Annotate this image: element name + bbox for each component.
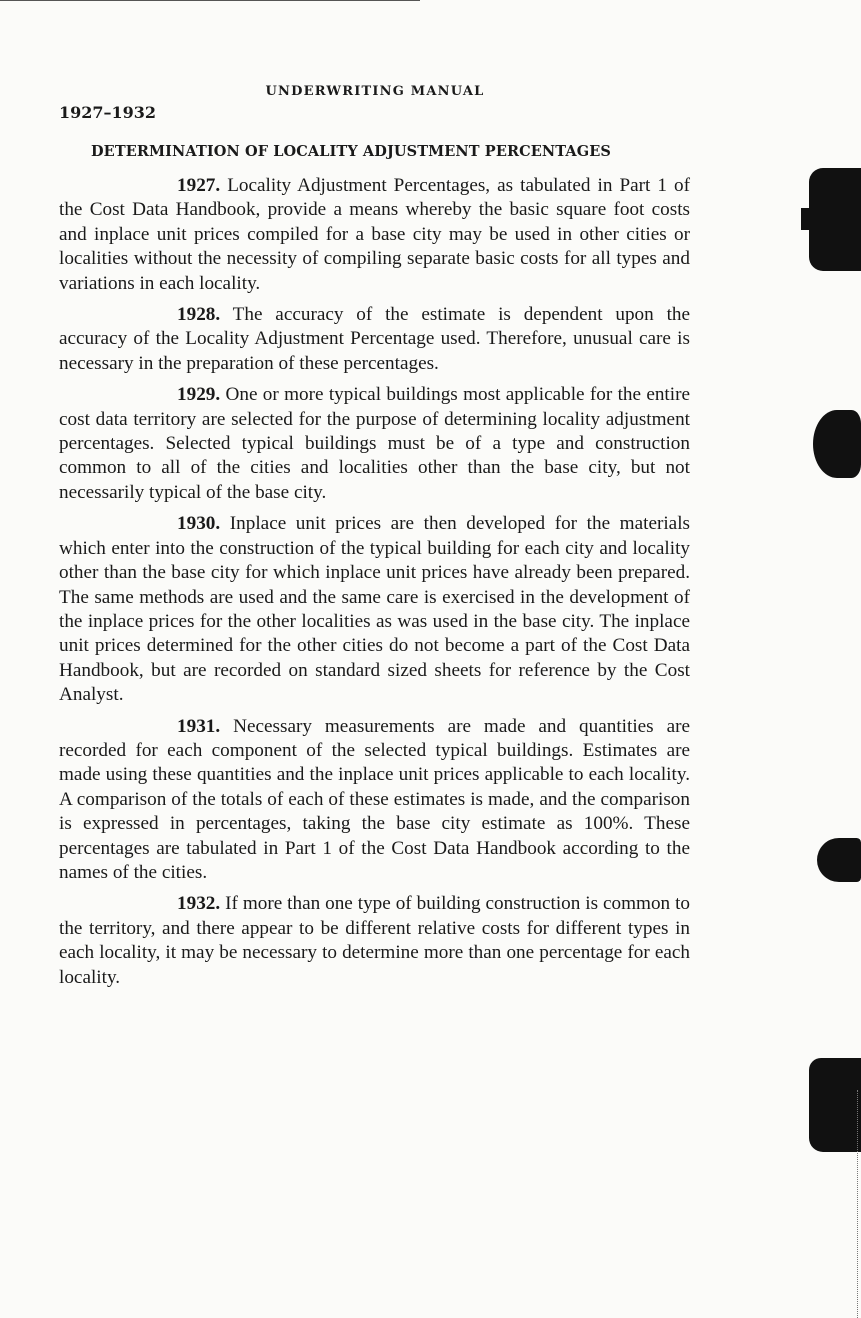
binder-tab-mark bbox=[817, 838, 861, 882]
running-head: UNDERWRITING MANUAL bbox=[265, 84, 485, 99]
paragraph-text: One or more typical buildings most applicable for the entire cost data territory are selected for the purpose of determining locality adjustment percentages. Selected typical buildings must be of a type and construction common to all of the cities and localities other than the base city, but not necessarily typical of the base city. bbox=[59, 384, 691, 503]
paragraph-text: The accuracy of the estimate is dependent upon the accuracy of the Locality Adjustment Percentage used. Therefore, unusual care is necessary in the preparation of these percentages. bbox=[59, 304, 691, 374]
paragraph-number: 1927. bbox=[177, 175, 221, 196]
paragraph-text: If more than one type of building construction is common to the territory, and there appear to be different relative costs for different types in each locality, it may be necessary to determine more than one percentage for each locality. bbox=[59, 893, 690, 988]
binder-tab-mark-crossbar bbox=[801, 208, 861, 230]
paragraph-1929 bbox=[59, 383, 690, 505]
paragraph-1932 bbox=[59, 892, 690, 990]
paragraph-number: 1931. bbox=[177, 715, 221, 737]
paragraph-number: 1929. bbox=[177, 384, 221, 406]
body-text bbox=[59, 174, 690, 997]
paragraph-number: 1930. bbox=[177, 513, 221, 535]
paragraph-1927 bbox=[59, 174, 690, 296]
paragraph-text: Inplace unit prices are then developed for the materials which enter into the construction of the typical building for each city and locality other than the base city for which inplace unit prices have already been prepared. The same methods are used and the same care is exercised in the development of the inplace prices for the other localities as was used in the base city. The inplace unit prices determined for the other cities do not become a part of the Cost Data Handbook, but are recorded on standard sized sheets for reference by the Cost Analyst. bbox=[59, 513, 690, 706]
binder-tab-mark bbox=[809, 1058, 861, 1152]
section-heading: DETERMINATION OF LOCALITY ADJUSTMENT PERCENTAGES bbox=[91, 143, 611, 160]
paragraph-number: 1928. bbox=[177, 304, 221, 326]
paragraph-1928 bbox=[59, 303, 690, 376]
top-rule bbox=[0, 0, 420, 1]
paragraph-text: Locality Adjustment Percentages, as tabulated in Part 1 of the Cost Data Handbook, provide a means whereby the basic square foot costs and inplace unit prices compiled for a base city may be used in other cities or localities without the necessity of compiling separate basic costs for all types and variations in each locality. bbox=[59, 175, 690, 294]
binder-tab-mark bbox=[813, 410, 861, 478]
paragraph-number: 1932. bbox=[177, 893, 221, 915]
page-edge bbox=[857, 1090, 861, 1318]
paragraph-1930 bbox=[59, 512, 690, 707]
paragraph-1931 bbox=[59, 715, 690, 886]
paragraph-text: Necessary measurements are made and quantities are recorded for each component of the selected typical buildings. Estimates are made using these quantities and the inplace unit prices applicable to each locality. A comparison of the totals of each of these estimates is made, and the comparison is expressed in percentages, taking the base city estimate as 100%. These percentages are tabulated in Part 1 of the Cost Data Handbook according to the names of the cities. bbox=[59, 715, 690, 883]
section-range: 1927–1932 bbox=[59, 103, 157, 122]
